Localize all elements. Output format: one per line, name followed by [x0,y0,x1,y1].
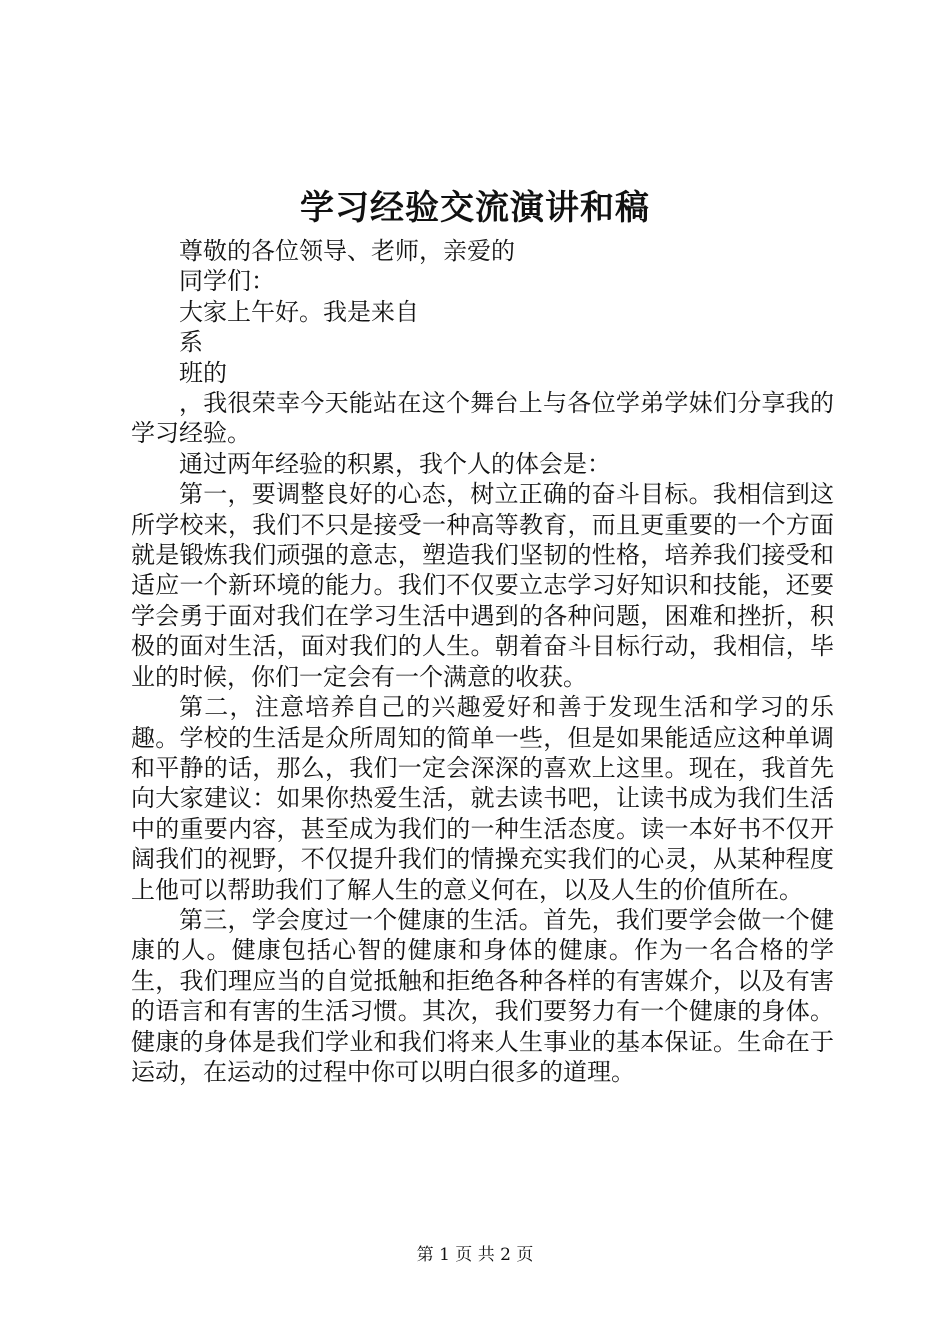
intro-line-3: 班的 [179,358,227,387]
point-paragraph-1: 第一，要调整良好的心态，树立正确的奋斗目标。我相信到这所学校来，我们不只是接受一种高等教育，而且更重要的一个方面就是锻炼我们顽强的意志，塑造我们坚韧的性格，培养我们接受和适应一个新环境的能力。我们不仅要立志学习好知识和技能，还要学会勇于面对我们在学习生活中遇到的各种问题，困难和挫折，积极的面对生活，面对我们的人生。朝着奋斗目标行动，我相信，毕业的时候，你们一定会有一个满意的收获。 [131,480,834,691]
point-paragraph-3: 第三，学会度过一个健康的生活。首先，我们要学会做一个健康的人。健康包括心智的健康和身体的健康。作为一名合格的学生，我们理应当的自觉抵触和拒绝各种各样的有害媒介，以及有害的语言和有害的生活习惯。其次，我们要努力有一个健康的身体。健康的身体是我们学业和我们将来人生事业的基本保证。生命在于运动，在运动的过程中你可以明白很多的道理。 [131,905,834,1086]
greeting-line-1: 尊敬的各位领导、老师，亲爱的 [179,237,515,265]
intro-paragraph: ，我很荣幸今天能站在这个舞台上与各位学弟学妹们分享我的学习经验。 [131,389,834,448]
lead-line: 通过两年经验的积累，我个人的体会是： [179,449,611,478]
document-body [131,236,834,1087]
point-paragraph-2: 第二，注意培养自己的兴趣爱好和善于发现生活和学习的乐趣。学校的生活是众所周知的简单一些，但是如果能适应这种单调和平静的话，那么，我们一定会深深的喜欢上这里。现在，我首先向大家建议：如果你热爱生活，就去读书吧，让读书成为我们生活中的重要内容，甚至成为我们的一种生活态度。读一本好书不仅开阔我们的视野，不仅提升我们的情操充实我们的心灵，从某种程度上他可以帮助我们了解人生的意义何在，以及人生的价值所在。 [131,693,834,904]
intro-line-1: 大家上午好。我是来自 [179,297,419,326]
greeting-line-2: 同学们： [179,267,275,296]
intro-line-2: 系 [179,328,203,357]
document-title: 学习经验交流演讲和稿 [300,188,650,228]
page-footer: 第 1 页 共 2 页 [416,1245,534,1265]
